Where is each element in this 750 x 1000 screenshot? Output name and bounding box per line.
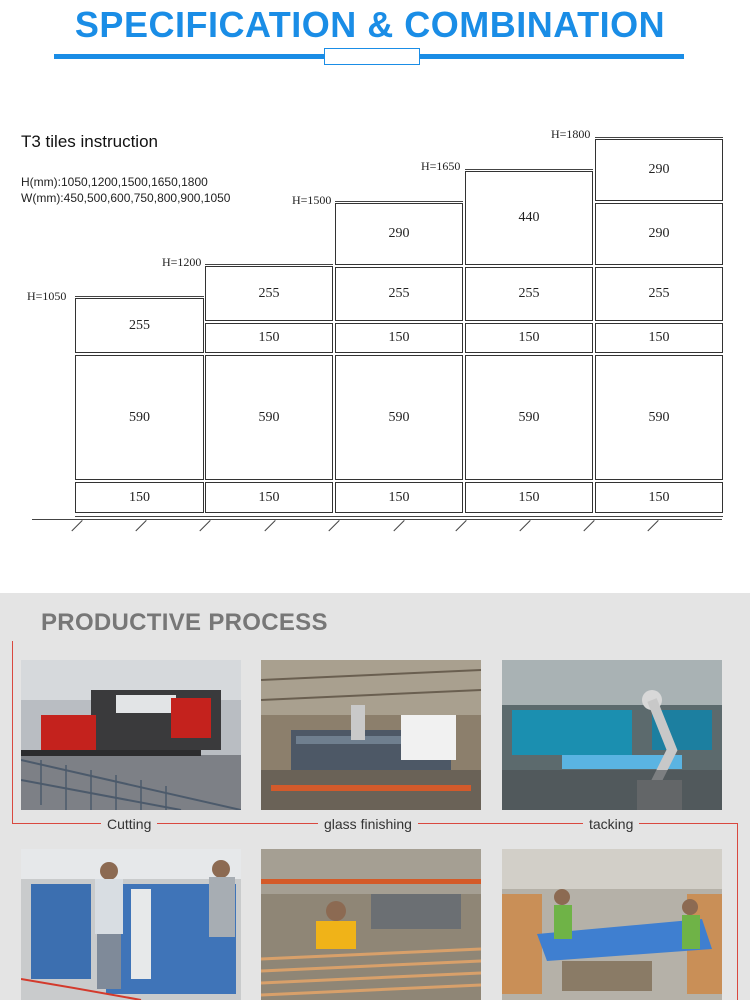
process-connector-line	[12, 641, 13, 823]
ground-hatch	[328, 520, 339, 531]
panel-assembly-photo	[21, 849, 241, 1000]
height-label: H=1800	[551, 127, 591, 141]
tile-cell: 150	[335, 482, 463, 513]
tile-cell: 150	[595, 323, 723, 353]
tile-cell: 590	[75, 355, 204, 480]
tile-cell: 150	[595, 482, 723, 513]
glass-edge-work-photo	[261, 849, 481, 1000]
tile-cell: 590	[595, 355, 723, 480]
ground-hatch	[393, 520, 404, 531]
factory-cutting-photo	[21, 660, 241, 810]
column-cap	[465, 169, 593, 170]
process-caption-tacking: tacking	[583, 816, 639, 832]
ground-line	[32, 519, 722, 520]
tile-cell: 150	[465, 482, 593, 513]
tile-cell: 255	[595, 267, 723, 321]
tile-cell: 590	[465, 355, 593, 480]
ground-hatch	[583, 520, 594, 531]
page-title: SPECIFICATION & COMBINATION	[74, 4, 666, 45]
ground-hatch	[519, 520, 530, 531]
process-connector-line	[737, 823, 738, 1000]
tile-cell: 150	[465, 323, 593, 353]
title-underline-box	[324, 48, 420, 65]
tile-cell: 150	[75, 482, 204, 513]
ground-hatch	[455, 520, 466, 531]
tile-cell: 150	[335, 323, 463, 353]
height-label: H=1650	[421, 159, 461, 173]
tile-cell: 255	[465, 267, 593, 321]
height-label: H=1050	[27, 289, 67, 303]
tiles-widths: W(mm):450,500,600,750,800,900,1050	[21, 191, 231, 205]
column-cap	[335, 201, 463, 202]
welding-robot-photo	[502, 660, 722, 810]
column-cap	[205, 264, 333, 265]
height-label: H=1500	[292, 193, 332, 207]
glass-finishing-line-photo	[261, 660, 481, 810]
ground-hatch	[647, 520, 658, 531]
process-caption-cutting: Cutting	[101, 816, 157, 832]
tiles-instruction-title: T3 tiles instruction	[21, 132, 158, 151]
tile-cell: 255	[205, 266, 333, 321]
tile-cell: 255	[335, 267, 463, 321]
tile-cell: 290	[595, 139, 723, 201]
column-cap	[75, 296, 204, 297]
tile-cell: 150	[205, 482, 333, 513]
process-title: PRODUCTIVE PROCESS	[41, 609, 328, 636]
column-cap	[595, 137, 723, 138]
tile-cell: 290	[335, 203, 463, 265]
ground-hatch	[135, 520, 146, 531]
tile-cell: 290	[595, 203, 723, 265]
height-label: H=1200	[162, 255, 202, 269]
tile-cell: 255	[75, 298, 204, 353]
tile-cell: 440	[465, 171, 593, 265]
ground-hatch	[199, 520, 210, 531]
tile-cell: 150	[205, 323, 333, 353]
base-line	[75, 516, 723, 517]
tile-cell: 590	[205, 355, 333, 480]
ground-hatch	[71, 520, 82, 531]
process-caption-glass-finishing: glass finishing	[318, 816, 418, 832]
ground-hatch	[264, 520, 275, 531]
fabric-table-photo	[502, 849, 722, 1000]
tiles-heights: H(mm):1050,1200,1500,1650,1800	[21, 175, 208, 189]
tile-cell: 590	[335, 355, 463, 480]
